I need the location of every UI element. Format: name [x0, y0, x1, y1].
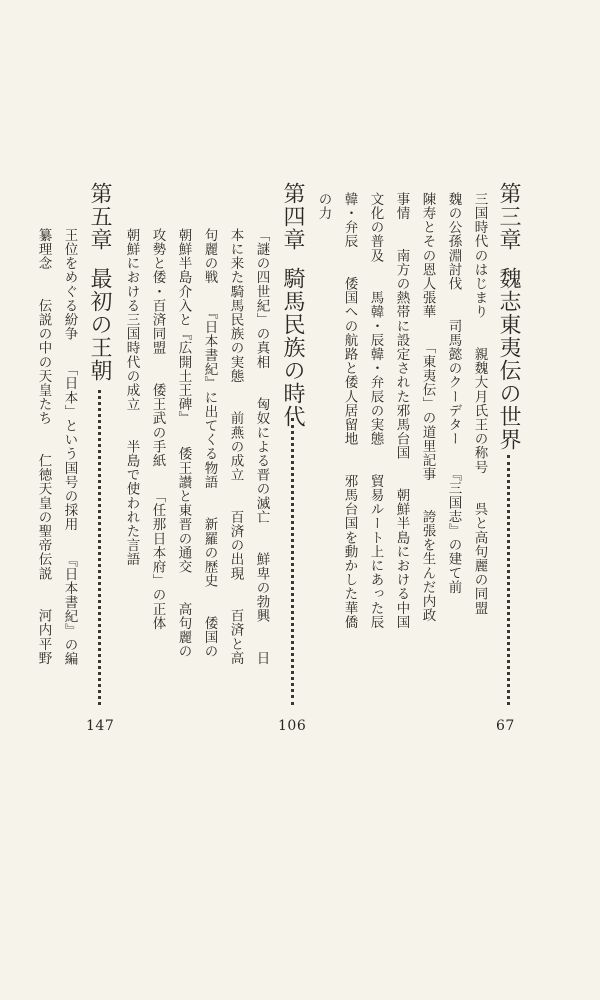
chapter-5-line-2: 纂理念 伝説の中の天皇たち 仁徳天皇の聖帝伝説 河内平野 — [35, 228, 52, 666]
chapter-3-line-4: 事情 南方の熱帯に設定された邪馬台国 朝鮮半島における中国 — [393, 192, 410, 630]
chapter-4-line-3: 句麗の戦 『日本書紀』に出てくる物語 新羅の歴史 倭国の — [201, 228, 218, 659]
chapter-5-title: 最初の王朝 — [87, 267, 112, 382]
chapter-3-line-2: 魏の公孫淵討伐 司馬懿のクーデター 『三国志』の建て前 — [445, 192, 462, 595]
chapter-3-leader-dots — [507, 455, 510, 705]
chapter-3-line-7: の力 — [315, 192, 332, 221]
chapter-3-page-number: 67 — [496, 718, 515, 734]
chapter-4-line-1: 「謎の四世紀」の真相 匈奴による晋の滅亡 鮮卑の勃興 日 — [253, 228, 270, 666]
chapter-4-line-4: 朝鮮半島介入と『広開土王碑』 倭王讃と東晋の通交 高句麗の — [175, 228, 192, 659]
chapter-4-line-2: 本に来た騎馬民族の実態 前燕の成立 百済の出現 百済と高 — [227, 228, 244, 666]
chapter-4-title: 騎馬民族の時代 — [280, 267, 305, 428]
chapter-4-page-number: 106 — [278, 718, 307, 734]
chapter-4-line-6: 朝鮮における三国時代の成立 半島で使われた言語 — [123, 228, 140, 567]
chapter-5-number: 第五章 — [87, 182, 112, 251]
chapter-3-heading — [497, 182, 519, 451]
chapter-5-line-1: 王位をめぐる紛争 「日本」という国号の採用 『日本書紀』の編 — [61, 228, 78, 666]
chapter-4-number: 第四章 — [280, 182, 305, 251]
chapter-3-line-6: 韓・弁辰 倭国への航路と倭人居留地 邪馬台国を動かした華僑 — [341, 192, 358, 630]
chapter-5-leader-dots — [98, 390, 101, 705]
chapter-5-heading — [88, 182, 110, 382]
chapter-4-heading — [281, 182, 303, 428]
chapter-4-leader-dots — [291, 418, 294, 705]
chapter-3-line-3: 陳寿とその恩人張華 「東夷伝」の道里記事 誇張を生んだ内政 — [419, 192, 436, 623]
chapter-3-number: 第三章 — [496, 182, 521, 251]
chapter-3-line-1: 三国時代のはじまり 親魏大月氏王の称号 呉と高句麗の同盟 — [471, 192, 488, 615]
chapter-4-line-5: 攻勢と倭・百済同盟 倭王武の手紙 「任那日本府」の正体 — [149, 228, 166, 631]
chapter-5-page-number: 147 — [86, 718, 115, 734]
chapter-3-line-5: 文化の普及 馬韓・辰韓・弁辰の実態 貿易ルート上にあった辰 — [367, 192, 384, 630]
chapter-3-title: 魏志東夷伝の世界 — [496, 267, 521, 451]
